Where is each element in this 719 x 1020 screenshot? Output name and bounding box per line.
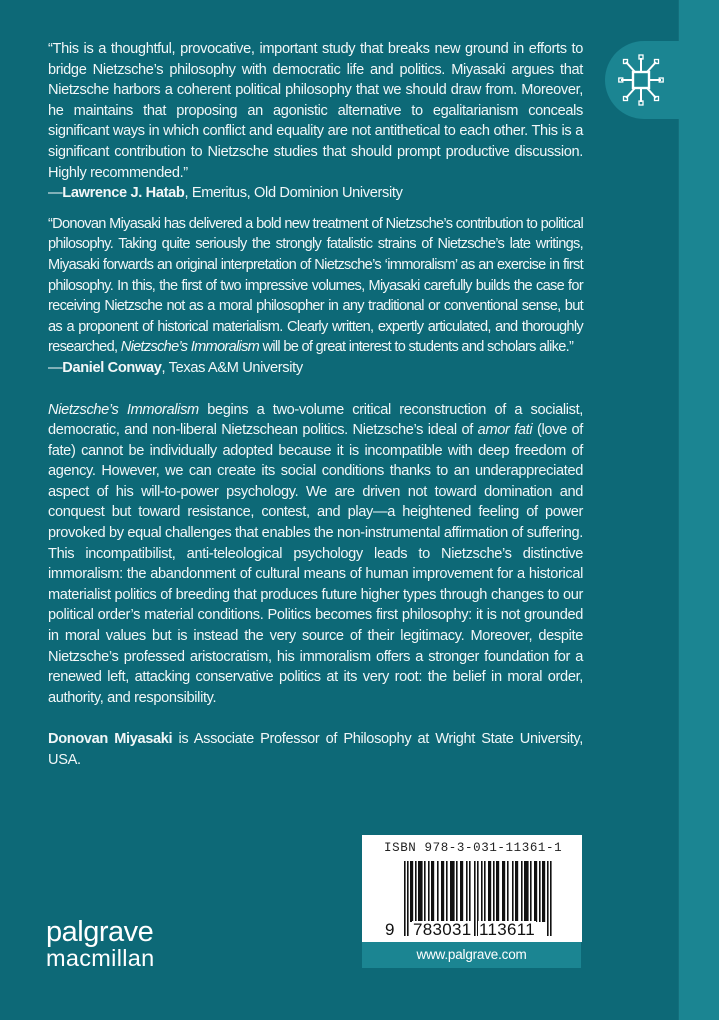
barcode-digits-left: 783031	[413, 920, 472, 939]
isbn-barcode-box	[362, 835, 582, 942]
author-bio	[48, 729, 583, 770]
attribution-dash: —	[48, 185, 63, 202]
endorsement-quote: “This is a thoughtful, provocative, important study that breaks new ground in efforts to bridge Nietzsche’s philosophy with democratic life and politics. Miyasaki argues that Nietzsche harbors a coherent political philosophy that we should draw from. Moreover, he maintains that proposing an agonistic alternative to egalitarianism conceals significant ways in which conflict and equality are not antithetical to each other. This is a significant contribution to Nietzsche studies that should prompt productive discussion. Highly recommended.”	[48, 41, 583, 181]
endorsement-2-attribution	[48, 358, 583, 379]
author-bio-text: is Associate Professor of Philosophy at Wright State University, USA.	[48, 731, 583, 768]
book-description	[48, 400, 583, 709]
publisher-logo	[46, 918, 154, 971]
endorsement-1-attribution	[48, 183, 583, 204]
author-name: Donovan Miyasaki	[48, 731, 173, 748]
barcode-digit-first: 9	[385, 920, 395, 939]
endorsement-1	[48, 39, 583, 183]
book-title-italic: Nietzsche’s Immoralism	[48, 401, 199, 418]
book-title-italic: Nietzsche’s Immoralism	[120, 339, 260, 356]
description-part2: (love of fate) cannot be individually adopted because it is incompatible with deep freedom of agency. However, we can create its social conditions thanks to an underappreciated aspect of his will-to-power psychology. We are driven not toward domination and conquest but toward resistance, contest, and play—a heightened feeling of power provoked by equal challenges that enables the non-instrumental affirmation of suffering. This incompatibilist, anti-teleological psychology leads to Nietzsche’s distinctive immoralism: the abandonment of cultural means of human improvement for a historical materialist politics of breeding that produces future higher types through changes to our political order’s material conditions. Politics becomes first philosophy: it is not grounded in moral values but is instead the very source of their legitimacy. Moreover, despite Nietzsche’s professed aristocratism, his immoralism offers a stronger foundation for a renewed left, attacking conservative politics at its very root: the belief in moral order, authority, and responsibility.	[48, 422, 584, 706]
logo-macmillan: macmillan	[46, 945, 155, 971]
endorser-affiliation: , Emeritus, Old Dominion University	[184, 185, 403, 202]
isbn-label: ISBN 978-3-031-11361-1	[384, 841, 563, 855]
endorser-name: Lawrence J. Hatab	[62, 185, 185, 202]
endorsement-quote-part2: will be of great interest to students and scholars alike.”	[259, 339, 574, 356]
back-cover-text	[48, 39, 583, 771]
endorser-name: Daniel Conway	[62, 359, 162, 376]
network-chip-icon	[618, 52, 664, 108]
amor-fati-italic: amor fati	[477, 422, 533, 439]
spine-strip	[678, 0, 719, 1020]
endorser-affiliation: , Texas A&M University	[161, 359, 303, 376]
publisher-website: www.palgrave.com	[362, 942, 581, 968]
attribution-dash: —	[48, 359, 63, 376]
description-part1: begins a two-volume critical reconstruction of a socialist, democratic, and non-liberal Nietzschean politics. Nietzsche’s ideal of	[48, 401, 583, 439]
logo-palgrave: palgrave	[46, 916, 154, 948]
barcode-digits-right: 113611	[479, 920, 536, 939]
endorsement-quote-part1: “Donovan Miyasaki has delivered a bold new treatment of Nietzsche’s contribution to political philosophy. Taking quite seriously the strongly fatalistic strains of Nietzsche’s late writings, Miyasaki forwards an original interpretation of Nietzsche’s ‘immoralism’ as an exercise in first philosophy. In this, the first of two impressive volumes, Miyasaki carefully builds the case for receiving Nietzsche not as a moral philosopher in any traditional or conventional sense, but as a proponent of historical materialism. Clearly written, expertly articulated, and thoroughly researched,	[48, 215, 583, 356]
endorsement-2	[48, 214, 583, 358]
